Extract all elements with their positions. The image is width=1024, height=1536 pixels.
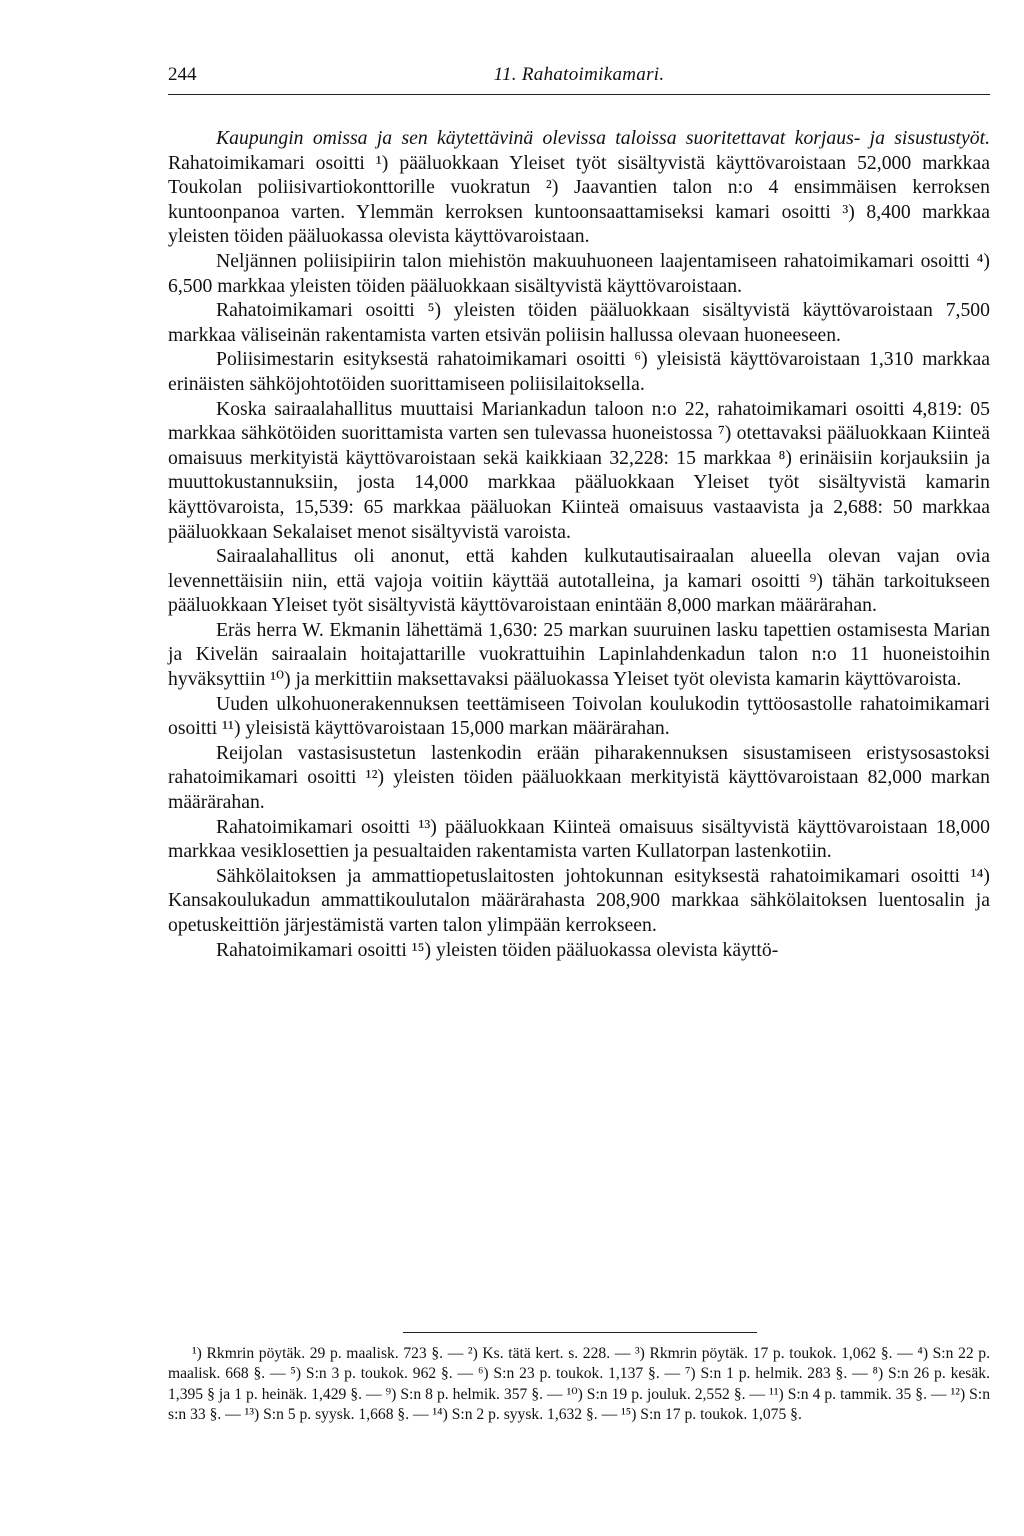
paragraph-1 [168,126,990,249]
paragraph-7: Eräs herra W. Ekmanin lähettämä 1,630: 25 markan suuruinen lasku tapettien ostamisesta Marian ja Kivelän sairaalain hoitajattarille vuokrattuihin Lapinlahdenkadun talon n:o 11 huoneistoihin hyväksyttiin ¹⁰) ja merkittiin maksettavaksi pääluokassa Yleiset työt olevista kamarin käyttövaroista. [168,618,990,691]
paragraph-10: Rahatoimikamari osoitti ¹³) pääluokkaan Kiinteä omaisuus sisältyvistä käyttövaroistaan 18,000 markkaa vesiklosettien ja pesualtaiden rakentamista varten Kullatorpan lastenkotiin. [168,815,990,863]
page-number: 244 [168,64,197,85]
paragraph-11: Sähkölaitoksen ja ammattiopetuslaitosten johtokunnan esityksestä rahatoimikamari osoitti ¹⁴) Kansakoulukadun ammattikoulutalon määrärahasta 208,900 markkaa sähkölaitoksen luentosalin ja opetuskeittiön järjestämistä varten talon ylimpään kerrokseen. [168,864,990,936]
paragraph-6: Sairaalahallitus oli anonut, että kahden kulkutautisairaalan alueella olevan vajan ovia levennettäisiin niin, että vajoja voitiin käyttää autotalleina, ja kamari osoitti ⁹) tähän tarkoitukseen pääluokkaan Yleiset työt sisältyvistä käyttövaroistaan enintään 8,000 markan määrärahan. [168,545,990,617]
paragraph-9: Reijolan vastasisustetun lastenkodin erään piharakennuksen sisustamiseen eristysosastoksi rahatoimikamari osoitti ¹²) yleisten töiden pääluokkaan merkityistä käyttövaroistaan 82,000 markan määrärahan. [168,741,990,814]
footnotes [168,1344,990,1426]
body-text [168,126,990,962]
footnote-rule [403,1332,757,1333]
running-title: 11. Rahatoimikamari. [493,64,665,85]
paragraph-4: Poliisimestarin esityksestä rahatoimikamari osoitti ⁶) yleisistä käyttövaroistaan 1,310 markkaa erinäisten sähköjohtotöiden suorittamiseen poliisilaitoksella. [168,348,990,395]
paragraph-8: Uuden ulkohuonerakennuksen teettämiseen Toivolan koulukodin tyttöosastolle rahatoimikamari osoitti ¹¹) yleisistä käyttövaroistaan 15,000 markan määrärahan. [168,692,990,740]
header-rule [168,94,990,95]
section-heading-italic: Kaupungin omissa ja sen käytettävinä olevissa taloissa suoritettavat korjaus- ja sisustustyöt. [216,127,990,149]
paragraph-1-text: Rahatoimikamari osoitti ¹) pääluokkaan Yleiset työt sisältyvistä käyttövaroistaan 52,000 markkaa Toukolan poliisivartiokonttorille vuokratun ²) Jaavantien talon n:o 4 ensimmäisen kerroksen kuntoonpanoa varten. Ylemmän kerroksen kuntoonsaattamiseksi kamari osoitti ³) 8,400 markkaa yleisten töiden pääluokassa olevista käyttövaroistaan. [168,151,990,248]
paragraph-3: Rahatoimikamari osoitti ⁵) yleisten töiden pääluokkaan sisältyvistä käyttövaroistaan 7,500 markkaa väliseinän rakentamista varten etsivän poliisin hallussa olevaan huoneeseen. [168,299,990,346]
paragraph-12: Rahatoimikamari osoitti ¹⁵) yleisten töiden pääluokassa olevista käyttö- [216,938,779,961]
page-header [168,64,990,92]
footnote-text: ¹) Rkmrin pöytäk. 29 p. maalisk. 723 §. — ²) Ks. tätä kert. s. 228. — ³) Rkmrin pöytäk. 17 p. toukok. 1,062 §. — ⁴) S:n 22 p. maalisk. 668 §. — ⁵) S:n 3 p. toukok. 962 §. — ⁶) S:n 23 p. toukok. 1,137 §. — ⁷) S:n 1 p. helmik. 283 §. — ⁸) S:n 26 p. kesäk. 1,395 § ja 1 p. heinäk. 1,429 §. — ⁹) S:n 8 p. helmik. 357 §. — ¹⁰) S:n 19 p. jouluk. 2,552 §. — ¹¹) S:n 4 p. tammik. 35 §. — ¹²) S:n s:n 33 §. — ¹³) S:n 5 p. syysk. 1,668 §. — ¹⁴) S:n 2 p. syysk. 1,632 §. — ¹⁵) S:n 17 p. toukok. 1,075 §. [168,1345,990,1424]
paragraph-2: Neljännen poliisipiirin talon miehistön makuuhuoneen laajentamiseen rahatoimikamari osoitti ⁴) 6,500 markkaa yleisten töiden pääluokkaan sisältyvistä käyttövaroistaan. [168,249,990,297]
paragraph-5: Koska sairaalahallitus muuttaisi Mariankadun taloon n:o 22, rahatoimikamari osoitti 4,819: 05 markkaa sähkötöiden suorittamista varten sen tulevassa huoneistossa ⁷) otettavaksi pääluokkaan Kiinteä omaisuus merkityistä käyttövaroistaan sekä kaikkiaan 32,228: 15 markkaa ⁸) erinäisiin korjauksiin ja muuttokustannuksiin, josta 14,000 markkaa pääluokkaan Yleiset työt sisältyvistä kamarin käyttövaroista, 15,539: 65 markkaa pääluokan Kiinteä omaisuus vastaavista ja 2,688: 50 markkaa pääluokkaan Sekalaiset menot sisältyvistä varoista. [168,397,990,543]
